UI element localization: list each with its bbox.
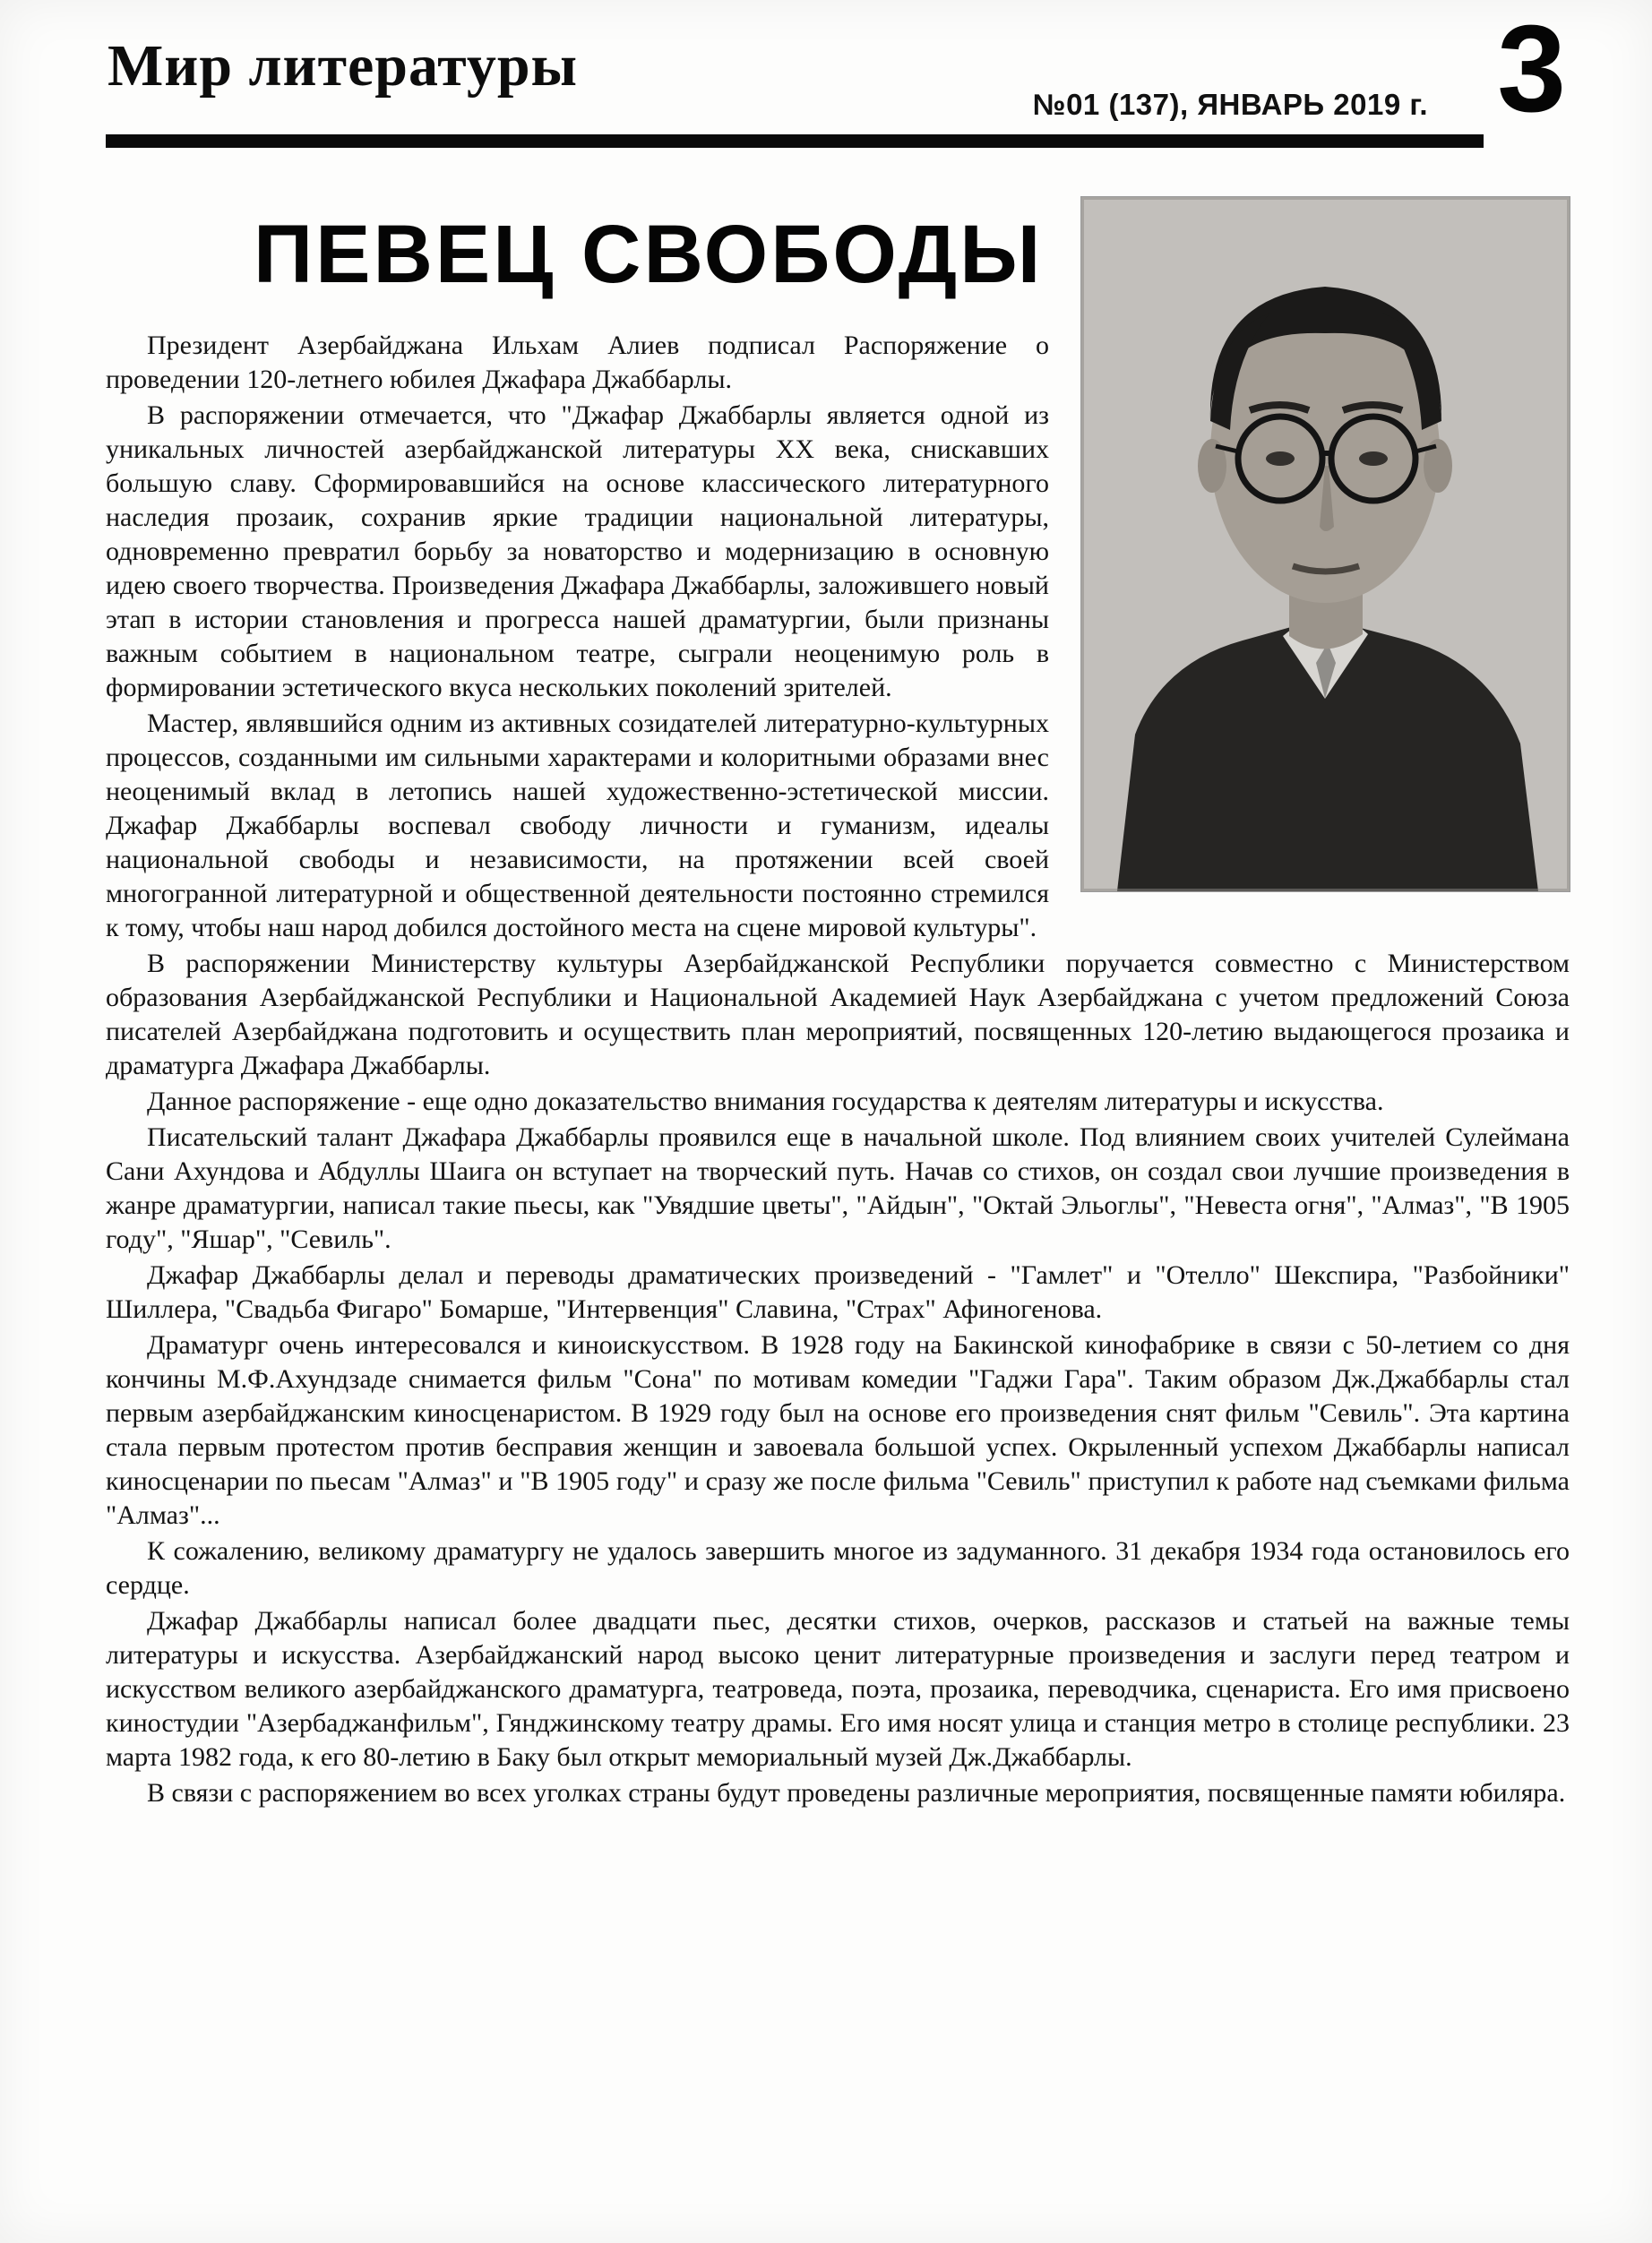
article-paragraph: Данное распоряжение - еще одно доказательство внимания государства к деятелям литературы и искусства. xyxy=(147,1086,1384,1116)
article-paragraph: В распоряжении отмечается, что "Джафар Джаббарлы является одной из уникальных личностей азербайджанской литературы XX века, снискавших большую славу. Сформировавшийся на основе классического литературного наследия прозаик, сохранив яркие традиции национальной литературы, одновременно превратил борьбу за новаторство и модернизацию в основную идею своего творчества. Произведения Джафара Джаббарлы, заложившего новый этап в истории становления и прогресса нашей драматургии, были признаны важным событием в национальном театре, сыграли неоценимую роль в формировании эстетического вкуса нескольких поколений зрителей. xyxy=(106,400,1049,702)
article xyxy=(0,159,1652,1810)
article-paragraph: Президент Азербайджана Ильхам Алиев подписал Распоряжение о проведении 120-летнего юбилея Джафара Джаббарлы. xyxy=(106,330,1049,394)
article-paragraph: К сожалению, великому драматургу не удалось завершить многое из задуманного. 31 декабря 1934 года остановилось его сердце. xyxy=(106,1535,1570,1600)
article-paragraph: Писательский талант Джафара Джаббарлы проявился еще в начальной школе. Под влиянием своих учителей Сулеймана Сани Ахундова и Абдуллы Шаига он вступает на творческий путь. Начав со стихов, он создал свои лучшие произведения в жанре драматургии, написал такие пьесы, как "Увядшие цветы", "Айдын", "Октай Эльоглы", "Невеста огня", "Алмаз", "В 1905 году", "Яшар", "Севиль". xyxy=(106,1122,1570,1254)
portrait-illustration xyxy=(1081,197,1570,891)
article-paragraph: В связи с распоряжением во всех уголках страны будут проведены различные мероприятия, посвященные памяти юбиляра. xyxy=(147,1777,1566,1808)
page-header xyxy=(0,0,1652,159)
article-paragraph: В распоряжении Министерству культуры Азербайджанской Республики поручается совместно с Министерством образования Азербайджанской Республики и Национальной Академией Наук Азербайджана с учетом предложений Союза писателей Азербайджана подготовить и осуществить план мероприятий, посвященных 120-летию выдающегося прозаика и драматурга Джафара Джаббарлы. xyxy=(106,948,1570,1080)
portrait-photo xyxy=(1081,197,1570,891)
masthead-title: Мир литературы xyxy=(108,33,579,99)
article-paragraph: Мастер, являвшийся одним из активных созидателей литературно-культурных процессов, созданными им сильными характерами и колоритными образами внес неоценимый вклад в летопись нашей художественно-эстетической миссии. Джафар Джаббарлы воспевал свободу личности и гуманизм, идеалы национальной свободы и независимости, на протяжении всей своей многогранной литературной и общественной деятельности постоянно стремился к тому, чтобы наш народ добился достойного места на сцене мировой культуры". xyxy=(106,708,1049,942)
article-paragraph: Джафар Джаббарлы делал и переводы драматических произведений - "Гамлет" и "Отелло" Шекспира, "Разбойники" Шиллера, "Свадьба Фигаро" Бомарше, "Интервенция" Славина, "Страх" Афиногенова. xyxy=(106,1259,1570,1324)
page-number: 3 xyxy=(1497,0,1566,138)
issue-info: №01 (137), ЯНВАРЬ 2019 г. xyxy=(1032,88,1428,121)
header-rule xyxy=(106,134,1484,148)
article-paragraph: Джафар Джаббарлы написал более двадцати пьес, десятки стихов, очерков, рассказов и статьей на важные темы литературы и искусства. Азербайджанский народ высоко ценит литературные произведения и заслуги перед театром и искусством великого азербайджанского драматурга, театроведа, поэта, прозаика, переводчика, сценариста. Его имя присвоено киностудии "Азербаджанфильм", Гянджинскому театру драмы. Его имя носят улица и станция метро в столице республики. 23 марта 1982 года, к его 80-летию в Баку был открыт мемориальный музей Дж.Джаббарлы. xyxy=(106,1605,1570,1772)
article-paragraph: Драматург очень интересовался и киноискусством. В 1928 году на Бакинской кинофабрике в связи с 50-летием со дня кончины М.Ф.Ахундзаде снимается фильм "Сона" по мотивам комедии "Гаджи Гара". Таким образом Дж.Джаббарлы стал первым азербайджанским киносценаристом. В 1929 году был на основе его произведения снят фильм "Севиль". Эта картина стала первым протестом против бесправия женщин и завоевала большой успех. Окрыленный успехом Джаббарлы написал киносценарии по пьесам "Алмаз" и "В 1905 году" и сразу же после фильма "Севиль" приступил к работе над съемками фильма "Алмаз"... xyxy=(106,1329,1570,1530)
article-headline: ПЕВЕЦ СВОБОДЫ xyxy=(254,209,1044,300)
